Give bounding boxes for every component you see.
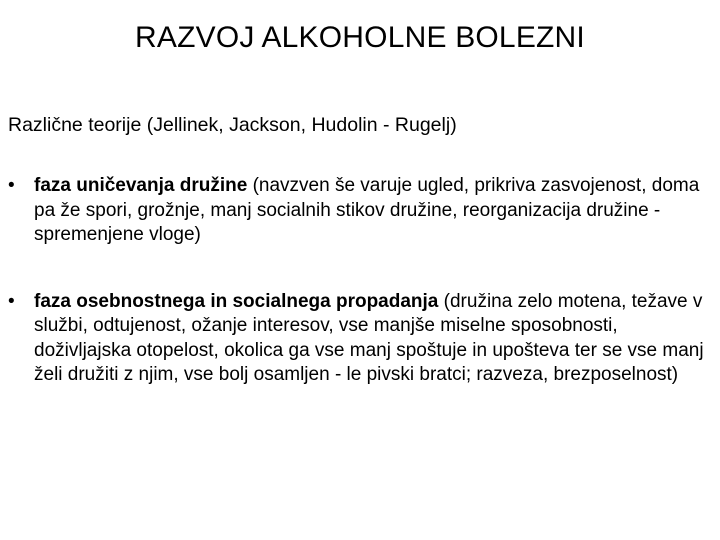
bullet-text: (navzven še varuje ugled, prikriva zasvojenost, doma pa že spori, grožnje, manj socialnih stikov družine, reorganizacija družine - spremenjene vloge)	[34, 175, 700, 245]
bullet-item-family-destruction	[8, 174, 708, 248]
bullet-icon: •	[8, 290, 15, 312]
bullet-icon: •	[8, 175, 15, 196]
bullet-list	[8, 174, 708, 388]
slide-subtitle: Različne teorije (Jellinek, Jackson, Hudolin - Rugelj)	[8, 114, 457, 136]
bullet-heading: faza osebnostnega in socialnega propadanja	[34, 290, 439, 312]
bullet-heading: faza uničevanja družine	[34, 175, 248, 196]
bullet-item-personal-social-decline	[8, 290, 708, 388]
bullet-text: (družina zelo motena, težave v službi, odtujenost, ožanje interesov, vse manjše miselne sposobnosti, doživljajska otopelost, okolica ga vse manj spoštuje in upošteva ter se vse manj želi družiti z njim, vse bolj osamljen - le pivski bratci; razveza, brezposelnost)	[34, 290, 704, 385]
slide-title: RAZVOJ ALKOHOLNE BOLEZNI	[135, 21, 585, 54]
